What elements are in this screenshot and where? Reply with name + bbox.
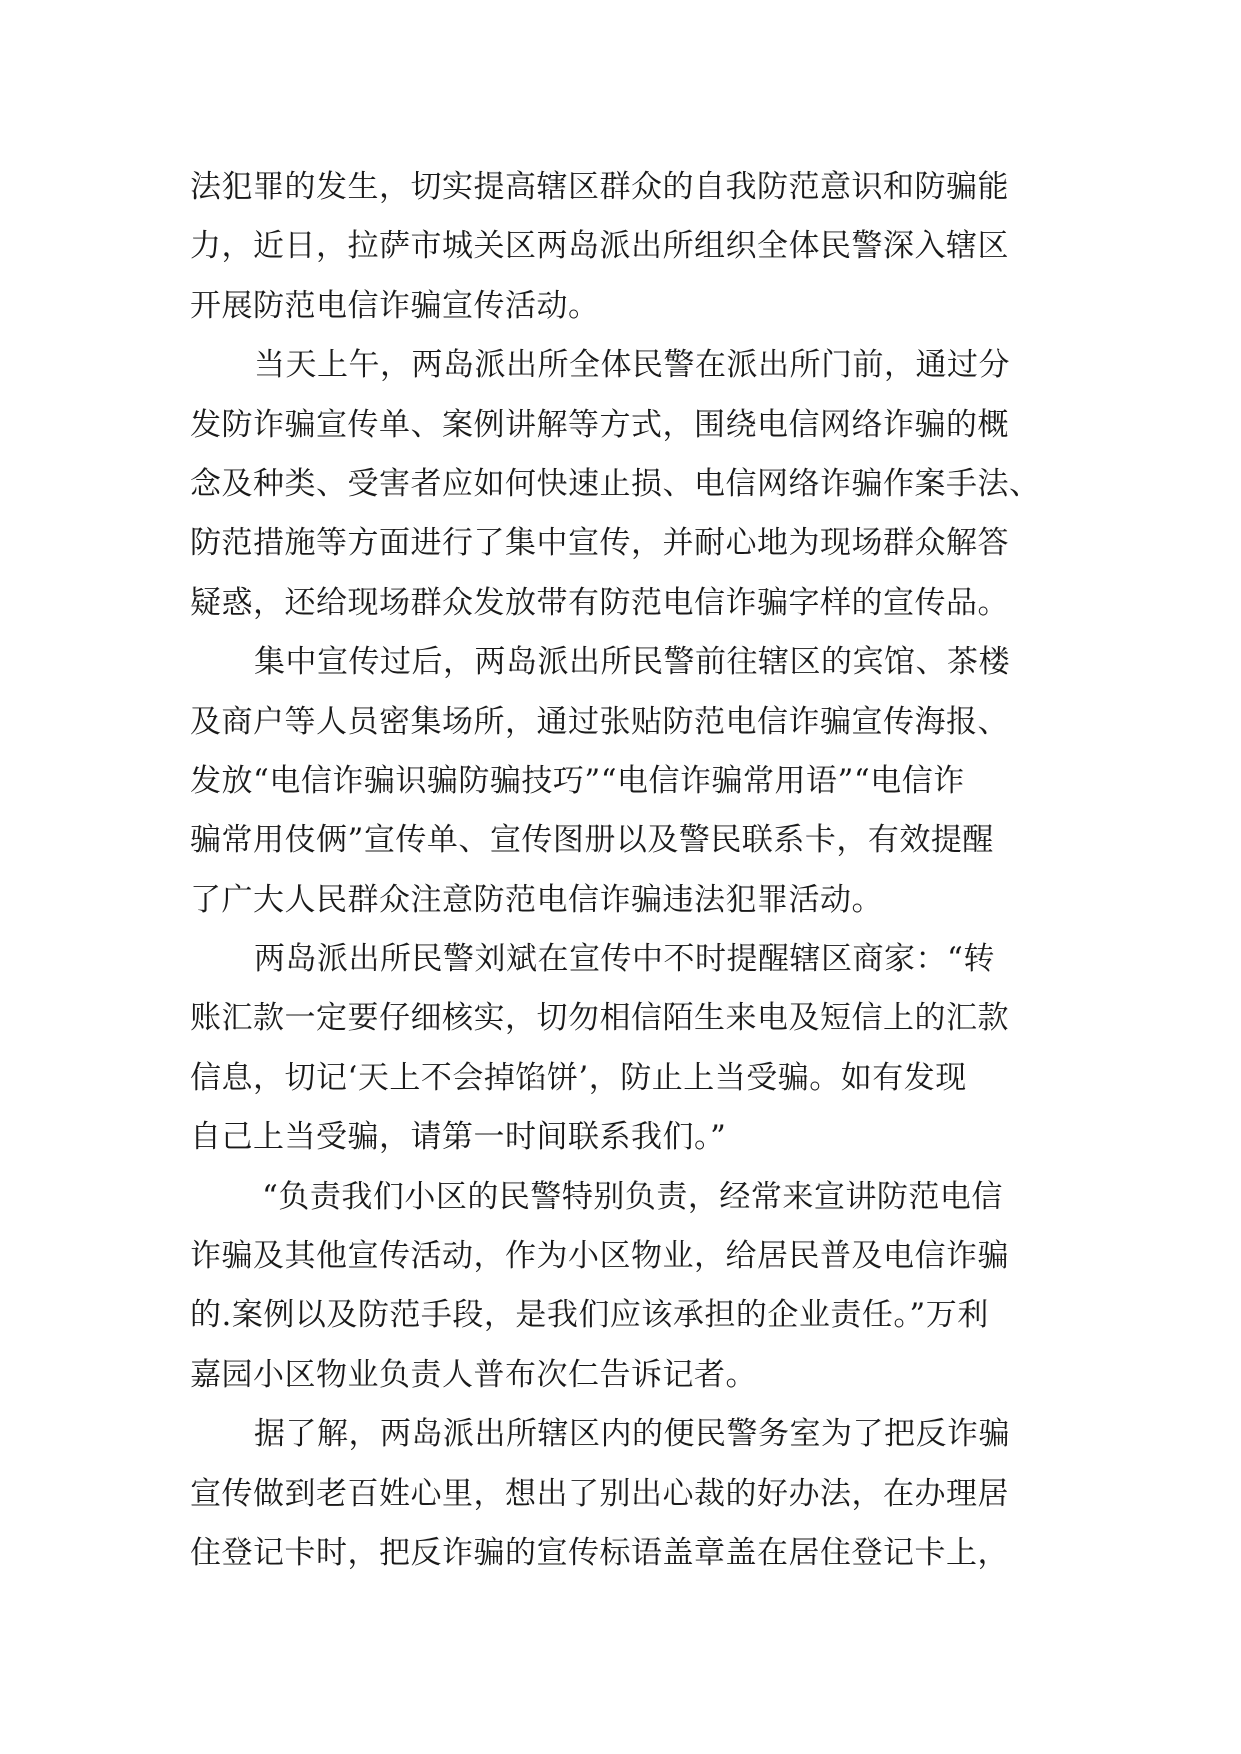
text-line: 念及种类、受害者应如何快速止损、电信网络诈骗作案手法、	[190, 465, 1041, 502]
paragraph-start-line: 当天上午，两岛派出所全体民警在派出所门前，通过分	[254, 347, 1010, 384]
text-line: 疑惑，还给现场群众发放带有防范电信诈骗字样的宣传品。	[190, 584, 1009, 621]
text-line: 了广大人民群众注意防范电信诈骗违法犯罪活动。	[190, 881, 883, 918]
text-line: 账汇款一定要仔细核实，切勿相信陌生来电及短信上的汇款	[190, 1000, 1009, 1037]
text-line: 住登记卡时，把反诈骗的宣传标语盖章盖在居住登记卡上，	[190, 1534, 1009, 1571]
paragraph-start-line: 两岛派出所民警刘斌在宣传中不时提醒辖区商家：“转	[254, 941, 995, 978]
text-line: 及商户等人员密集场所，通过张贴防范电信诈骗宣传海报、	[190, 703, 1009, 740]
text-line: 发防诈骗宣传单、案例讲解等方式，围绕电信网络诈骗的概	[190, 406, 1009, 443]
paragraph-start-line: 据了解，两岛派出所辖区内的便民警务室为了把反诈骗	[254, 1416, 1010, 1453]
text-line: 自己上当受骗，请第一时间联系我们。”	[190, 1119, 727, 1156]
text-line: 的.案例以及防范手段，是我们应该承担的企业责任。”万利	[190, 1297, 989, 1334]
text-line: 宣传做到老百姓心里，想出了别出心裁的好办法，在办理居	[190, 1475, 1009, 1512]
paragraph-start-line: “负责我们小区的民警特别负责，经常来宣讲防范电信	[262, 1178, 1003, 1215]
text-line: 诈骗及其他宣传活动，作为小区物业，给居民普及电信诈骗	[190, 1238, 1009, 1275]
text-line: 防范措施等方面进行了集中宣传，并耐心地为现场群众解答	[190, 525, 1009, 562]
text-line: 力，近日，拉萨市城关区两岛派出所组织全体民警深入辖区	[190, 228, 1009, 265]
text-line: 骗常用伎俩”宣传单、宣传图册以及警民联系卡，有效提醒	[190, 822, 994, 859]
text-line: 嘉园小区物业负责人普布次仁告诉记者。	[190, 1356, 757, 1393]
text-line: 法犯罪的发生，切实提高辖区群众的自我防范意识和防骗能	[190, 169, 1009, 205]
text-line: 开展防范电信诈骗宣传活动。	[190, 287, 600, 324]
text-line: 发放“电信诈骗识骗防骗技巧”“电信诈骗常用语”“电信诈	[190, 762, 965, 799]
document-body	[190, 158, 1056, 1583]
paragraph-start-line: 集中宣传过后，两岛派出所民警前往辖区的宾馆、茶楼	[254, 644, 1010, 681]
text-line: 信息，切记‘天上不会掉馅饼’，防止上当受骗。如有发现	[190, 1059, 967, 1096]
